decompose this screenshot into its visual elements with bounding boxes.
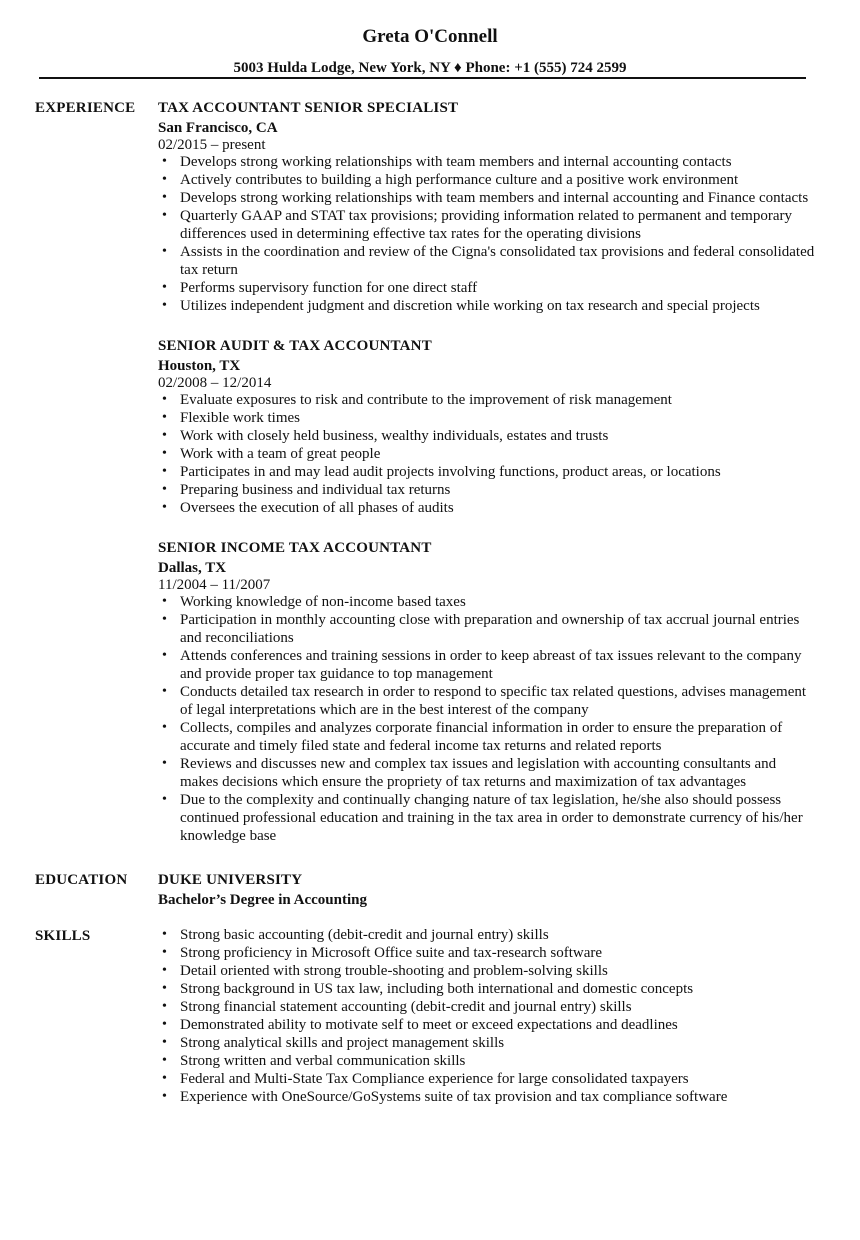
bullet-item: • Attends conferences and training sessions in order to keep abreast of tax issues relevant to the company and provide proper tax guidance to top management bbox=[158, 647, 818, 683]
bullet-item: • Assists in the coordination and review of the Cigna's consolidated tax provisions and federal consolidated tax return bbox=[158, 243, 818, 279]
skill-item: • Demonstrated ability to motivate self to meet or exceed expectations and deadlines bbox=[158, 1016, 818, 1034]
skill-item: • Strong financial statement accounting (debit-credit and journal entry) skills bbox=[158, 998, 818, 1016]
bullet-item: • Evaluate exposures to risk and contribute to the improvement of risk management bbox=[158, 391, 818, 409]
skills-heading: SKILLS bbox=[35, 928, 91, 944]
job-location: San Francisco, CA bbox=[158, 120, 278, 136]
skill-item: • Experience with OneSource/GoSystems suite of tax provision and tax compliance software bbox=[158, 1088, 818, 1106]
skills-list bbox=[158, 926, 818, 1106]
job-title: SENIOR AUDIT & TAX ACCOUNTANT bbox=[158, 338, 432, 354]
bullet-item: • Performs supervisory function for one direct staff bbox=[158, 279, 818, 297]
bullet-item: • Working knowledge of non-income based taxes bbox=[158, 593, 818, 611]
job-location: Dallas, TX bbox=[158, 560, 227, 576]
skill-item: • Federal and Multi-State Tax Compliance experience for large consolidated taxpayers bbox=[158, 1070, 818, 1088]
bullet-item: • Participates in and may lead audit projects involving functions, product areas, or locations bbox=[158, 463, 818, 481]
skill-item: • Strong background in US tax law, including both international and domestic concepts bbox=[158, 980, 818, 998]
bullet-item: • Work with closely held business, wealthy individuals, estates and trusts bbox=[158, 427, 818, 445]
bullet-item: • Conducts detailed tax research in order to respond to specific tax related questions, advises management of legal interpretations which are in the best interest of the company bbox=[158, 683, 818, 719]
contact-info: 5003 Hulda Lodge, New York, NY ♦ Phone: +1 (555) 724 2599 bbox=[233, 60, 627, 76]
job-bullets bbox=[158, 593, 818, 845]
skill-item: • Strong analytical skills and project management skills bbox=[158, 1034, 818, 1052]
skill-item: • Strong written and verbal communication skills bbox=[158, 1052, 818, 1070]
bullet-item: • Collects, compiles and analyzes corporate financial information in order to ensure the preparation of accurate and timely filed state and federal income tax returns and related reports bbox=[158, 719, 818, 755]
job-dates: 02/2015 – present bbox=[158, 137, 266, 153]
degree: Bachelor’s Degree in Accounting bbox=[158, 892, 367, 908]
bullet-item: • Develops strong working relationships with team members and internal accounting contacts bbox=[158, 153, 818, 171]
job-entry-1 bbox=[158, 99, 818, 315]
bullet-item: • Develops strong working relationships with team members and internal accounting and Finance contacts bbox=[158, 189, 818, 207]
job-title: SENIOR INCOME TAX ACCOUNTANT bbox=[158, 540, 432, 556]
job-title: TAX ACCOUNTANT SENIOR SPECIALIST bbox=[158, 100, 459, 116]
education-entry bbox=[158, 871, 818, 909]
school-name: DUKE UNIVERSITY bbox=[158, 872, 303, 888]
job-bullets bbox=[158, 391, 818, 517]
job-entry-2 bbox=[158, 337, 818, 517]
education-heading: EDUCATION bbox=[35, 872, 128, 888]
bullet-item: • Utilizes independent judgment and discretion while working on tax research and special projects bbox=[158, 297, 818, 315]
bullet-item: • Preparing business and individual tax returns bbox=[158, 481, 818, 499]
bullet-item: • Oversees the execution of all phases of audits bbox=[158, 499, 818, 517]
experience-heading: EXPERIENCE bbox=[35, 100, 136, 116]
job-entry-3 bbox=[158, 539, 818, 845]
bullet-item: • Actively contributes to building a high performance culture and a positive work environment bbox=[158, 171, 818, 189]
bullet-item: • Due to the complexity and continually changing nature of tax legislation, he/she also should possess continued professional education and training in the tax area in order to demonstrate currency of his/her knowledge base bbox=[158, 791, 818, 845]
bullet-item: • Flexible work times bbox=[158, 409, 818, 427]
bullet-item: • Work with a team of great people bbox=[158, 445, 818, 463]
job-dates: 11/2004 – 11/2007 bbox=[158, 577, 271, 593]
candidate-name: Greta O'Connell bbox=[362, 26, 498, 47]
job-bullets bbox=[158, 153, 818, 315]
skill-item: • Strong basic accounting (debit-credit and journal entry) skills bbox=[158, 926, 818, 944]
skills-list-block bbox=[158, 926, 818, 1106]
bullet-item: • Reviews and discusses new and complex tax issues and legislation with accounting consultants and makes decisions which ensure the propriety of tax returns and maximization of tax advantages bbox=[158, 755, 818, 791]
job-dates: 02/2008 – 12/2014 bbox=[158, 375, 272, 391]
bullet-item: • Quarterly GAAP and STAT tax provisions; providing information related to permanent and temporary differences used in determining effective tax rates for the operating divisions bbox=[158, 207, 818, 243]
bullet-item: • Participation in monthly accounting close with preparation and ownership of tax accrual journal entries and reconciliations bbox=[158, 611, 818, 647]
job-location: Houston, TX bbox=[158, 358, 241, 374]
skill-item: • Strong proficiency in Microsoft Office suite and tax-research software bbox=[158, 944, 818, 962]
header-divider bbox=[39, 77, 806, 79]
skill-item: • Detail oriented with strong trouble-shooting and problem-solving skills bbox=[158, 962, 818, 980]
